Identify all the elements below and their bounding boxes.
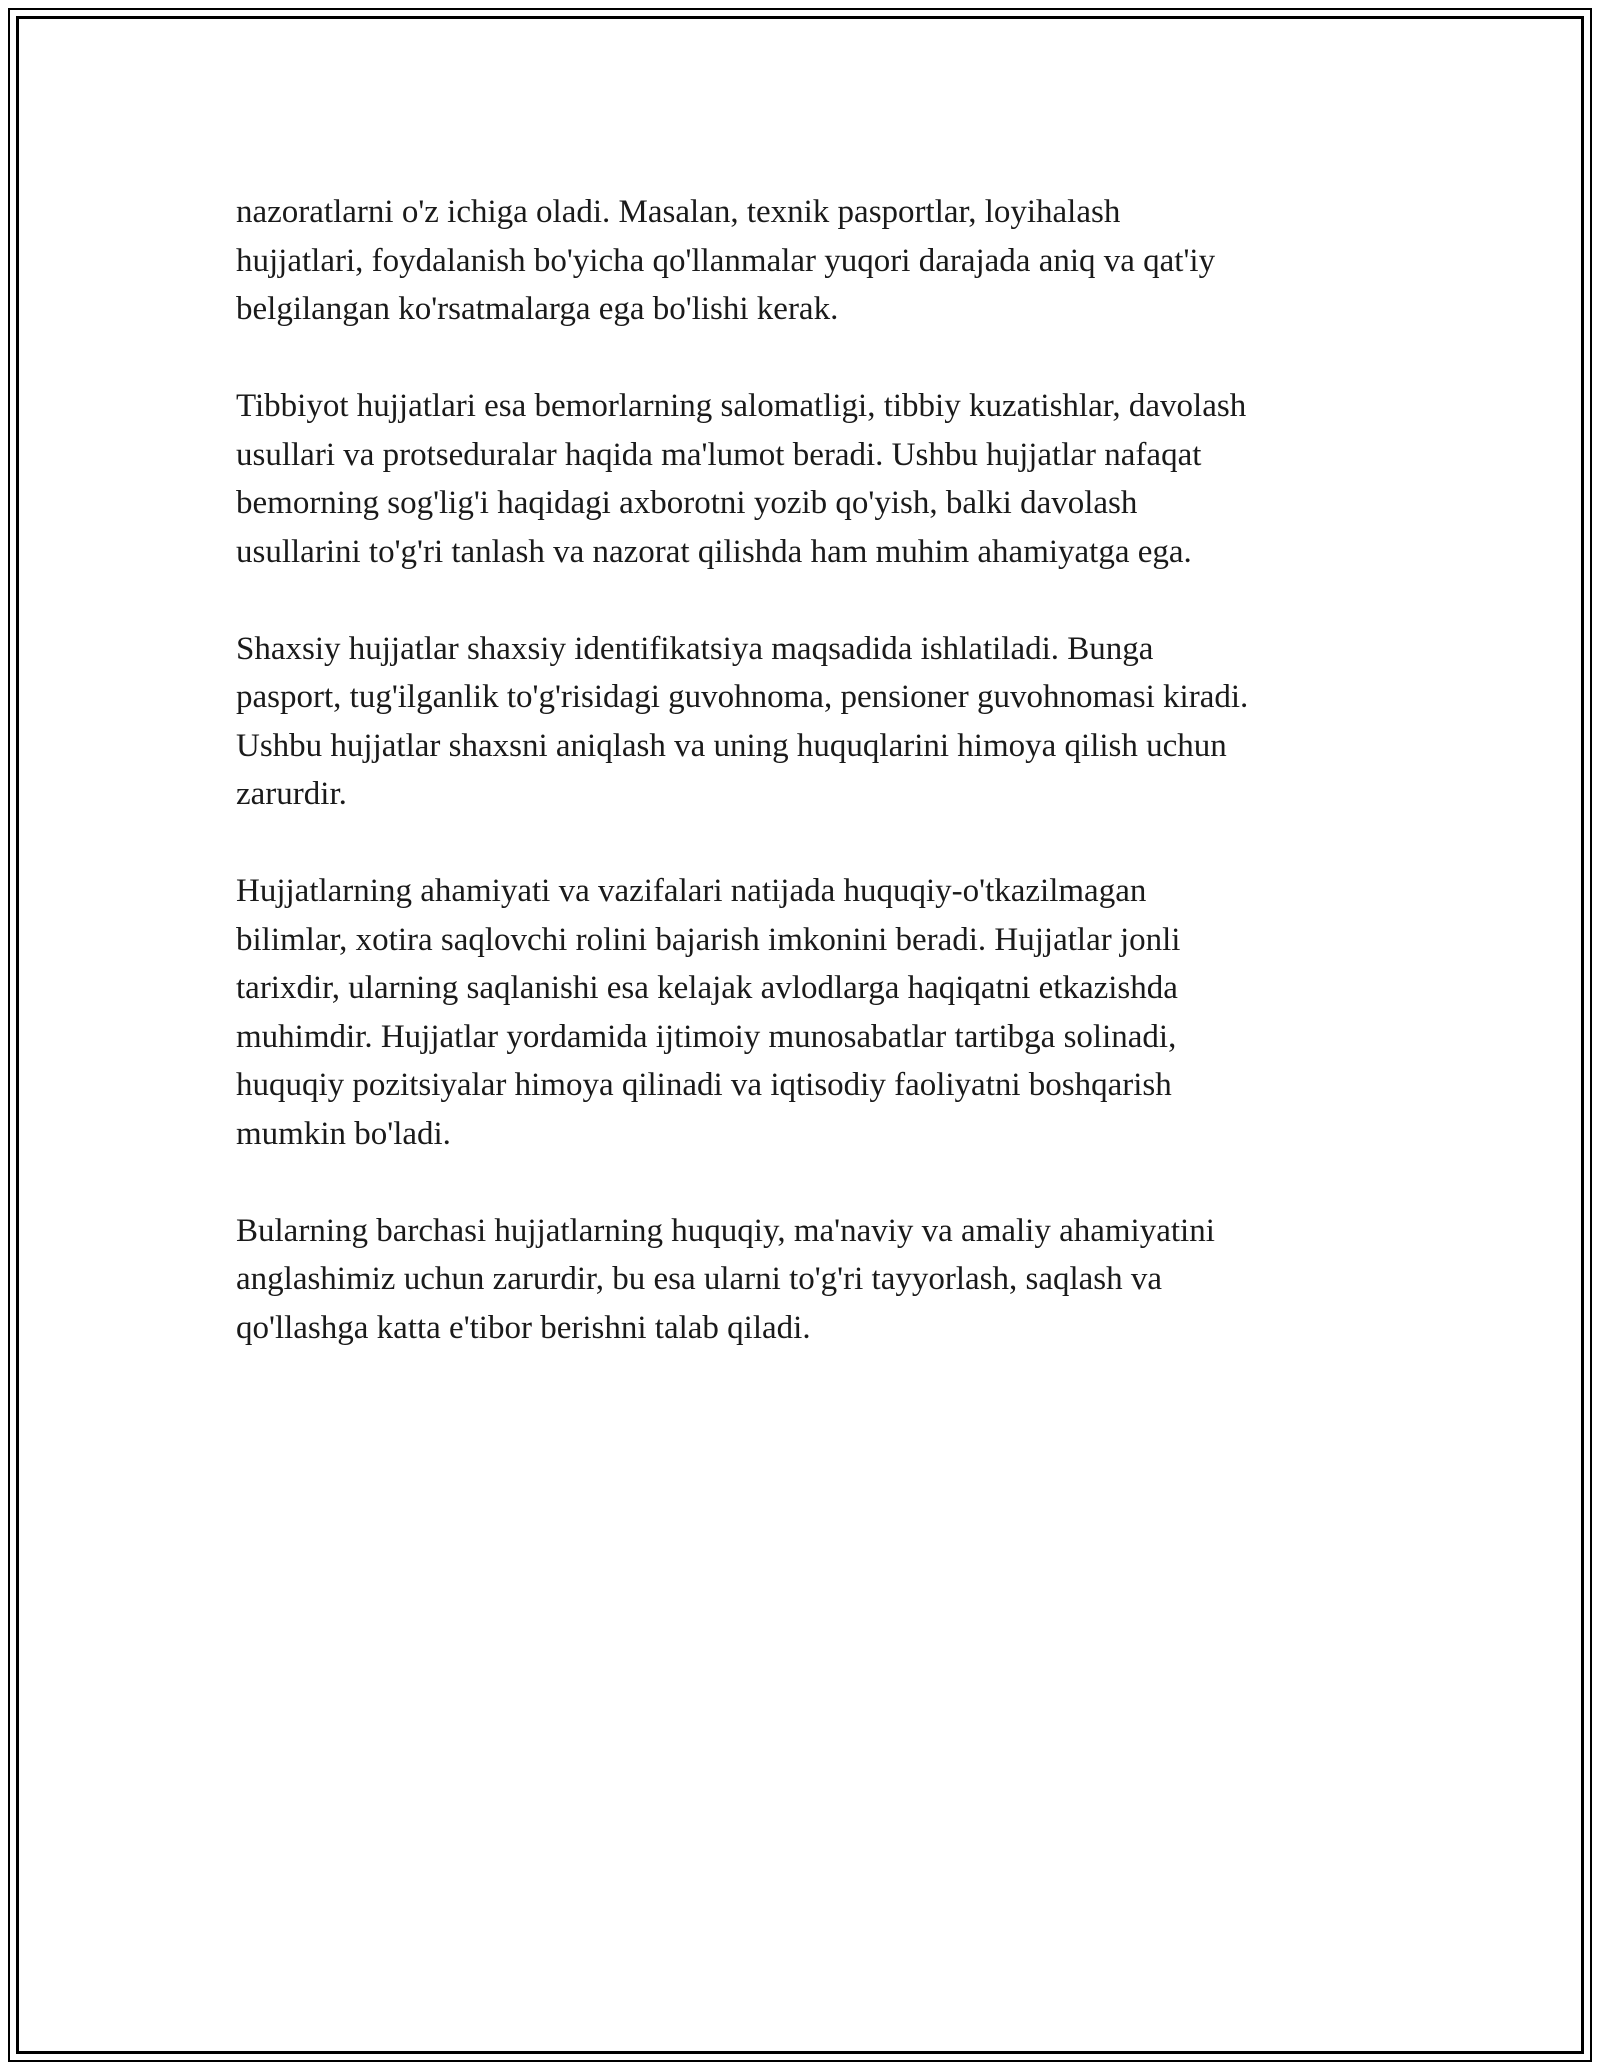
text-line: bilimlar, xotira saqlovchi rolini bajarish imkonini beradi. Hujjatlar jonli	[236, 921, 1181, 958]
text-line: pasport, tug'ilganlik to'g'risidagi guvohnoma, pensioner guvohnomasi kiradi.	[236, 679, 1249, 715]
paragraph	[236, 625, 1376, 819]
text-line: hujjatlari, foydalanish bo'yicha qo'llanmalar yuqori darajada aniq va qat'iy	[236, 242, 1216, 279]
text-line: bemorning sog'lig'i haqidagi axborotni yozib qo'yish, balki davolash	[236, 485, 1138, 521]
paragraph	[236, 382, 1376, 576]
text-line: Bularning barchasi hujjatlarning huquqiy, ma'naviy va amaliy ahamiyatini	[236, 1212, 1215, 1249]
paragraph	[236, 1207, 1376, 1353]
text-line: anglashimiz uchun zarurdir, bu esa ularni to'g'ri tayyorlash, saqlash va	[236, 1261, 1163, 1297]
text-line: Hujjatlarning ahamiyati va vazifalari natijada huquqiy-o'tkazilmagan	[236, 873, 1147, 909]
text-line: huquqiy pozitsiyalar himoya qilinadi va iqtisodiy faoliyatni boshqarish	[236, 1067, 1172, 1103]
paragraph	[236, 867, 1376, 1158]
text-line: usullari va protseduralar haqida ma'lumot beradi. Ushbu hujjatlar nafaqat	[236, 436, 1202, 473]
text-line: Tibbiyot hujjatlari esa bemorlarning salomatligi, tibbiy kuzatishlar, davolash	[236, 388, 1247, 424]
text-line: belgilangan ko'rsatmalarga ega bo'lishi kerak.	[236, 291, 839, 327]
paragraph	[236, 188, 1376, 334]
text-line: nazoratlarni o'z ichiga oladi. Masalan, texnik pasportlar, loyihalash	[236, 194, 1121, 230]
text-line: usullarini to'g'ri tanlash va nazorat qilishda ham muhim ahamiyatga ega.	[236, 533, 1192, 570]
text-line: qo'llashga katta e'tibor berishni talab qiladi.	[236, 1309, 811, 1346]
text-line: zarurdir.	[236, 776, 347, 812]
text-line: muhimdir. Hujjatlar yordamida ijtimoiy munosabatlar tartibga solinadi,	[236, 1018, 1177, 1055]
text-line: tarixdir, ularning saqlanishi esa kelajak avlodlarga haqiqatni etkazishda	[236, 970, 1178, 1006]
document-body	[236, 188, 1376, 1401]
text-line: Ushbu hujjatlar shaxsni aniqlash va uning huquqlarini himoya qilish uchun	[236, 727, 1227, 764]
text-line: Shaxsiy hujjatlar shaxsiy identifikatsiya maqsadida ishlatiladi. Bunga	[236, 630, 1154, 667]
text-line: mumkin bo'ladi.	[236, 1115, 451, 1152]
